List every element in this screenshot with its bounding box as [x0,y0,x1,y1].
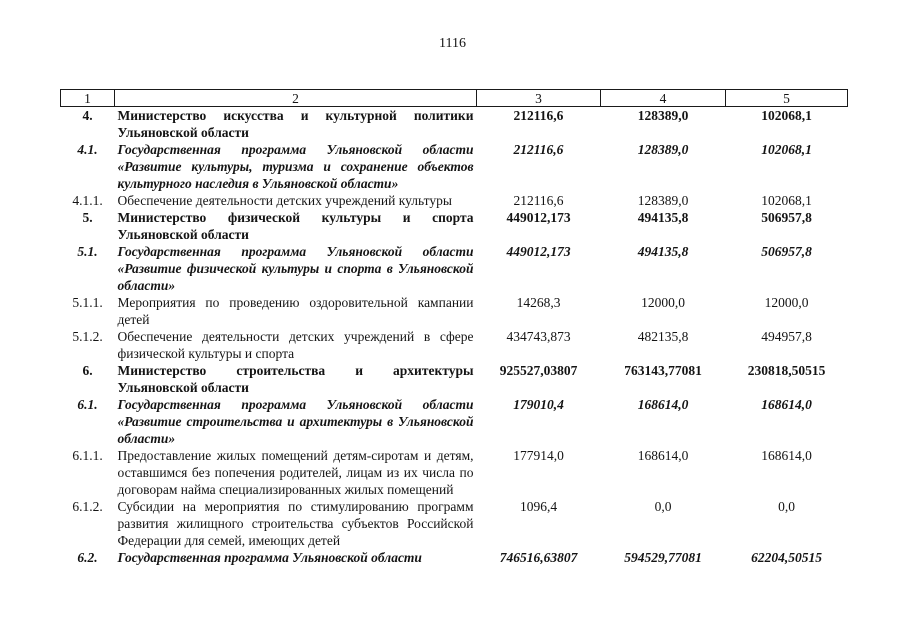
column-header-3: 3 [477,90,601,107]
column-header-5: 5 [726,90,848,107]
row-number-cell: 6.1. [77,397,98,412]
row-description-cell: Субсидии на мероприятия по стимулированию программ развития жилищного строительства субъектов Российской Федерации для семей, имеющих детей [117,499,474,548]
column-header-1: 1 [61,90,115,107]
value-col4-cell: 168614,0 [637,448,689,463]
table-row [61,362,848,396]
value-col3-cell: 1096,4 [519,499,558,514]
value-col4-cell: 128389,0 [637,193,689,208]
budget-table [60,89,848,566]
row-number-cell: 5. [82,210,93,225]
value-col5-cell: 102068,1 [761,193,812,208]
value-col4-cell: 482135,8 [637,329,689,344]
value-col3-cell: 434743,873 [506,329,571,344]
row-number-cell: 5.1.2. [72,329,103,344]
row-description-cell: Государственная программа Ульяновской области «Развитие физической культуры и спорта в Ульяновской области» [117,244,474,293]
row-description-cell: Обеспечение деятельности детских учреждений культуры [117,193,452,208]
row-description-cell: Мероприятия по проведению оздоровительной кампании детей [117,295,474,327]
row-number-cell: 6.1.2. [72,499,103,514]
row-description-cell: Предоставление жилых помещений детям-сиротам и детям, оставшимся без попечения родителей, лицам из их числа по договорам найма специализированных жилых помещений [117,448,474,497]
value-col3-cell: 449012,173 [506,210,571,225]
value-col3-cell: 449012,173 [506,244,571,259]
value-col4-cell: 494135,8 [637,210,689,225]
value-col3-cell: 212116,6 [513,142,564,157]
row-number-cell: 5.1.1. [72,295,103,310]
row-description-cell: Министерство искусства и культурной политики Ульяновской области [117,108,474,140]
value-col4-cell: 168614,0 [637,397,689,412]
value-col5-cell: 230818,50515 [747,363,826,378]
column-header-4: 4 [601,90,726,107]
row-description-cell: Обеспечение деятельности детских учреждений в сфере физической культуры и спорта [117,329,474,361]
value-col3-cell: 14268,3 [516,295,561,310]
table-row [61,498,848,549]
value-col5-cell: 62204,50515 [751,550,822,565]
row-description-cell: Государственная программа Ульяновской области «Развитие культуры, туризма и сохранение объектов культурного наследия в Ульяновской области» [117,142,474,191]
table-row [61,141,848,192]
value-col5-cell: 102068,1 [761,142,812,157]
row-number-cell: 4. [82,108,93,123]
value-col5-cell: 506957,8 [761,210,812,225]
table-row [61,294,848,328]
table-row [61,192,848,209]
value-col4-cell: 763143,77081 [624,363,702,378]
row-number-cell: 6. [82,363,93,378]
table-body [61,107,848,567]
table-row [61,396,848,447]
value-col4-cell: 12000,0 [641,295,685,310]
table-row [61,243,848,294]
table-row [61,447,848,498]
value-col3-cell: 179010,4 [513,397,564,412]
value-col5-cell: 494957,8 [761,329,812,344]
row-number-cell: 6.2. [77,550,98,565]
row-number-cell: 4.1.1. [72,193,103,208]
row-description-cell: Министерство строительства и архитектуры Ульяновской области [117,363,474,395]
value-col5-cell: 0,0 [778,499,795,514]
value-col3-cell: 212116,6 [513,193,564,208]
row-number-cell: 5.1. [77,244,98,259]
row-description-cell: Государственная программа Ульяновской области [117,550,422,565]
table-row [61,209,848,243]
table-row [61,549,848,566]
table-row [61,328,848,362]
table-header-row [61,90,848,107]
value-col4-cell: 594529,77081 [624,550,702,565]
value-col4-cell: 128389,0 [637,142,689,157]
value-col5-cell: 168614,0 [761,448,812,463]
value-col4-cell: 494135,8 [637,244,689,259]
value-col5-cell: 12000,0 [764,295,809,310]
value-col4-cell: 0,0 [654,499,672,514]
row-description-cell: Министерство физической культуры и спорта Ульяновской области [117,210,474,242]
value-col3-cell: 177914,0 [513,448,564,463]
row-number-cell: 6.1.1. [72,448,103,463]
row-description-cell: Государственная программа Ульяновской области «Развитие строительства и архитектуры в Ульяновской области» [117,397,474,446]
row-number-cell: 4.1. [77,142,98,157]
value-col5-cell: 168614,0 [761,397,812,412]
value-col5-cell: 102068,1 [761,108,812,123]
value-col3-cell: 212116,6 [513,108,564,123]
value-col5-cell: 506957,8 [761,244,812,259]
table-row [61,107,848,142]
value-col3-cell: 746516,63807 [499,550,578,565]
value-col4-cell: 128389,0 [637,108,689,123]
page-number: 1116 [439,36,466,51]
column-header-2: 2 [115,90,477,107]
value-col3-cell: 925527,03807 [499,363,578,378]
